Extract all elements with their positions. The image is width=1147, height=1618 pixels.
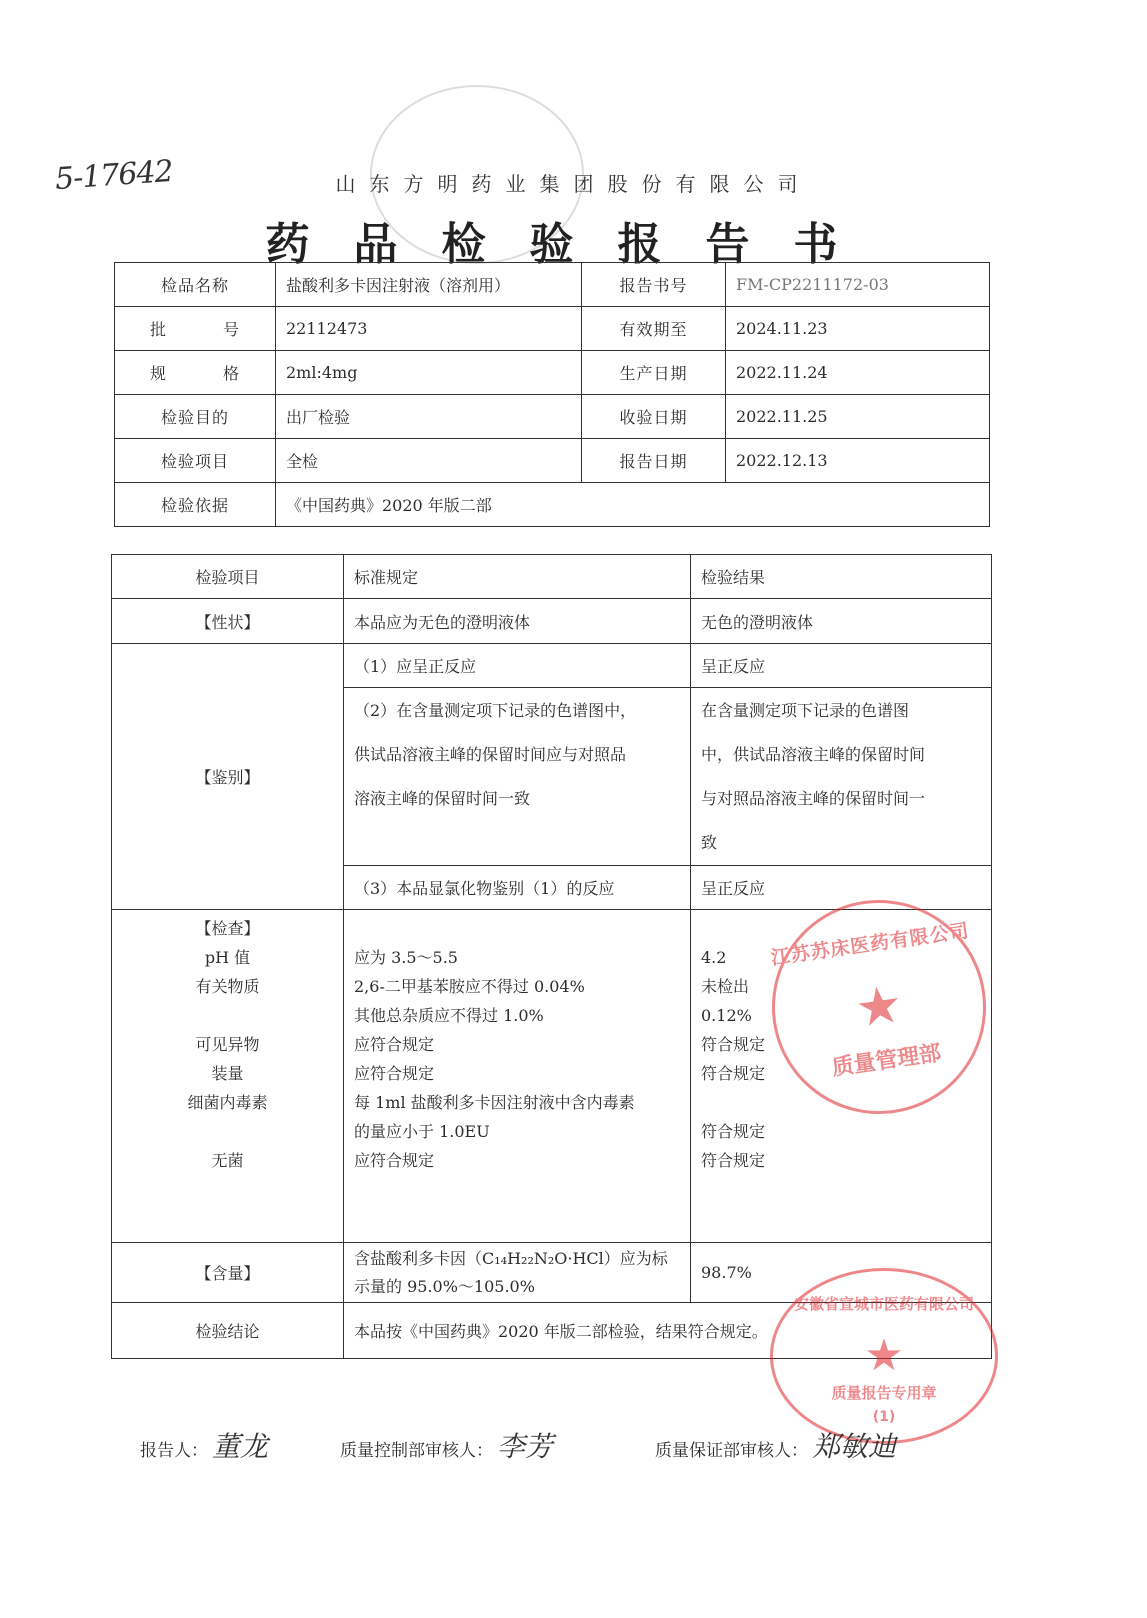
qa-handwriting: 郑敏迪: [812, 1430, 897, 1463]
appearance-standard: 本品应为无色的澄明液体: [344, 599, 691, 644]
appearance-row: [112, 599, 992, 644]
expiry-label: 有效期至: [582, 307, 726, 351]
spec-label: [115, 351, 276, 395]
info-row: [115, 351, 990, 395]
seal2-text: 安徽省宣城市医药有限公司: [793, 1295, 974, 1313]
expiry-value: 2024.11.23: [726, 307, 990, 351]
item-label: 检验项目: [115, 439, 276, 483]
report-title: 药品检验报告书: [265, 219, 882, 270]
report-no-label: 报告书号: [582, 263, 726, 307]
qc-signature: [340, 1425, 553, 1465]
seal1-sub: 质量管理部: [830, 1040, 943, 1082]
spec-label-a: 规: [149, 364, 167, 383]
reporter-signature: [140, 1425, 268, 1465]
check-item: pH 值: [204, 948, 251, 967]
checks-standards: [344, 910, 691, 1243]
report-date-value: 2022.12.13: [726, 439, 990, 483]
seal2-number: (1): [872, 1409, 896, 1425]
check-result: 符合规定: [701, 1064, 766, 1083]
seal1-text: 江苏苏床医药有限公司: [769, 919, 971, 970]
spec-value: 2ml:4mg: [276, 351, 582, 395]
handwritten-note: 5-17642: [53, 153, 174, 198]
assay-standard: [344, 1243, 691, 1303]
check-standard: 应符合规定: [354, 1064, 435, 1083]
check-result: 0.12%: [701, 1006, 752, 1025]
basis-label: 检验依据: [115, 483, 276, 527]
check-item: 有关物质: [195, 977, 260, 996]
purpose-value: 出厂检验: [276, 395, 582, 439]
qa-signature: [655, 1425, 896, 1465]
check-item: [122, 1001, 333, 1030]
id2-standard-line: 溶液主峰的保留时间一致: [354, 789, 531, 808]
check-standard: 其他总杂质应不得过 1.0%: [354, 1006, 544, 1025]
assay-standard-line: 含盐酸利多卡因（C₁₄H₂₂N₂O·HCl）应为标: [354, 1248, 668, 1268]
company-name: 山东方明药业集团股份有限公司: [335, 172, 812, 196]
check-item: 可见异物: [195, 1035, 260, 1054]
product-value: 盐酸利多卡因注射液（溶剂用）: [276, 263, 582, 307]
purpose-label: 检验目的: [115, 395, 276, 439]
qa-label: 质量保证部审核人：: [655, 1441, 808, 1461]
identification-result-1: 呈正反应: [691, 644, 992, 688]
info-table: [114, 262, 990, 527]
id2-result-line: 中，供试品溶液主峰的保留时间: [701, 745, 926, 764]
check-result: 符合规定: [701, 1035, 766, 1054]
spec-label-b: 格: [223, 364, 241, 383]
production-value: 2022.11.24: [726, 351, 990, 395]
identification-result-3: 呈正反应: [691, 866, 992, 910]
check-item: 【检查】: [195, 919, 260, 938]
info-row: [115, 395, 990, 439]
check-standard: 应为 3.5～5.5: [354, 948, 458, 967]
seal-star-icon: ★: [864, 1330, 904, 1381]
identification-standard-2: [344, 688, 691, 866]
id2-standard-line: （2）在含量测定项下记录的色谱图中，: [354, 701, 637, 720]
check-result: 4.2: [701, 948, 727, 967]
check-item: [122, 1117, 333, 1146]
id2-result-line: 与对照品溶液主峰的保留时间一: [701, 789, 926, 808]
report-date-label: 报告日期: [582, 439, 726, 483]
reporter-label: 报告人：: [140, 1441, 208, 1461]
id2-result-line: 致: [701, 833, 718, 852]
results-header-row: [112, 555, 992, 599]
check-standard: 每 1ml 盐酸利多卡因注射液中含内毒素: [354, 1093, 635, 1112]
info-row: [115, 263, 990, 307]
conclusion-label: 检验结论: [112, 1303, 344, 1359]
check-item: 细菌内毒素: [187, 1093, 268, 1112]
batch-label: [115, 307, 276, 351]
conclusion-text: 本品按《中国药典》2020 年版二部检验，结果符合规定。: [344, 1303, 992, 1359]
quality-report-seal: [770, 1268, 998, 1444]
check-standard: 2,6-二甲基苯胺应不得过 0.04%: [354, 977, 585, 996]
identification-standard-1: （1）应呈正反应: [344, 644, 691, 688]
qc-handwriting: 李芳: [497, 1430, 554, 1463]
batch-label-a: 批: [149, 320, 167, 339]
check-standard: 的量应小于 1.0EU: [354, 1122, 490, 1141]
assay-result: 98.7%: [691, 1243, 992, 1303]
check-result: 未检出: [701, 977, 750, 996]
product-label: 检品名称: [115, 263, 276, 307]
info-row: [115, 307, 990, 351]
header-item: 检验项目: [112, 555, 344, 599]
check-item: 无菌: [211, 1151, 244, 1170]
item-value: 全检: [276, 439, 582, 483]
check-result: 符合规定: [701, 1122, 766, 1141]
check-standard: [354, 914, 680, 943]
header-result: 检验结果: [691, 555, 992, 599]
identification-standard-3: （3）本品显氯化物鉴别（1）的反应: [344, 866, 691, 910]
check-standard: 应符合规定: [354, 1151, 435, 1170]
appearance-item: 【性状】: [112, 599, 344, 644]
check-standard: 应符合规定: [354, 1035, 435, 1054]
id2-result-line: 在含量测定项下记录的色谱图: [701, 701, 910, 720]
received-value: 2022.11.25: [726, 395, 990, 439]
check-item: 装量: [211, 1064, 244, 1083]
batch-label-b: 号: [223, 320, 241, 339]
production-label: 生产日期: [582, 351, 726, 395]
identification-row: [112, 644, 992, 688]
check-result: 符合规定: [701, 1151, 766, 1170]
checks-items: [112, 910, 344, 1243]
header-standard: 标准规定: [344, 555, 691, 599]
identification-result-2: [691, 688, 992, 866]
identification-item: 【鉴别】: [112, 644, 344, 910]
appearance-result: 无色的澄明液体: [691, 599, 992, 644]
info-row: [115, 439, 990, 483]
basis-value: 《中国药典》2020 年版二部: [276, 483, 990, 527]
seal2-sub: 质量报告专用章: [831, 1384, 937, 1402]
reporter-handwriting: 董龙: [212, 1430, 269, 1463]
assay-item: 【含量】: [112, 1243, 344, 1303]
received-label: 收验日期: [582, 395, 726, 439]
seal-star-icon: ★: [851, 974, 907, 1040]
report-no-value: FM-CP2211172-03: [726, 263, 990, 307]
id2-standard-line: 供试品溶液主峰的保留时间应与对照品: [354, 745, 627, 764]
info-row: [115, 483, 990, 527]
assay-standard-line: 示量的 95.0%～105.0%: [354, 1276, 535, 1296]
qc-label: 质量控制部审核人：: [340, 1441, 493, 1461]
batch-value: 22112473: [276, 307, 582, 351]
